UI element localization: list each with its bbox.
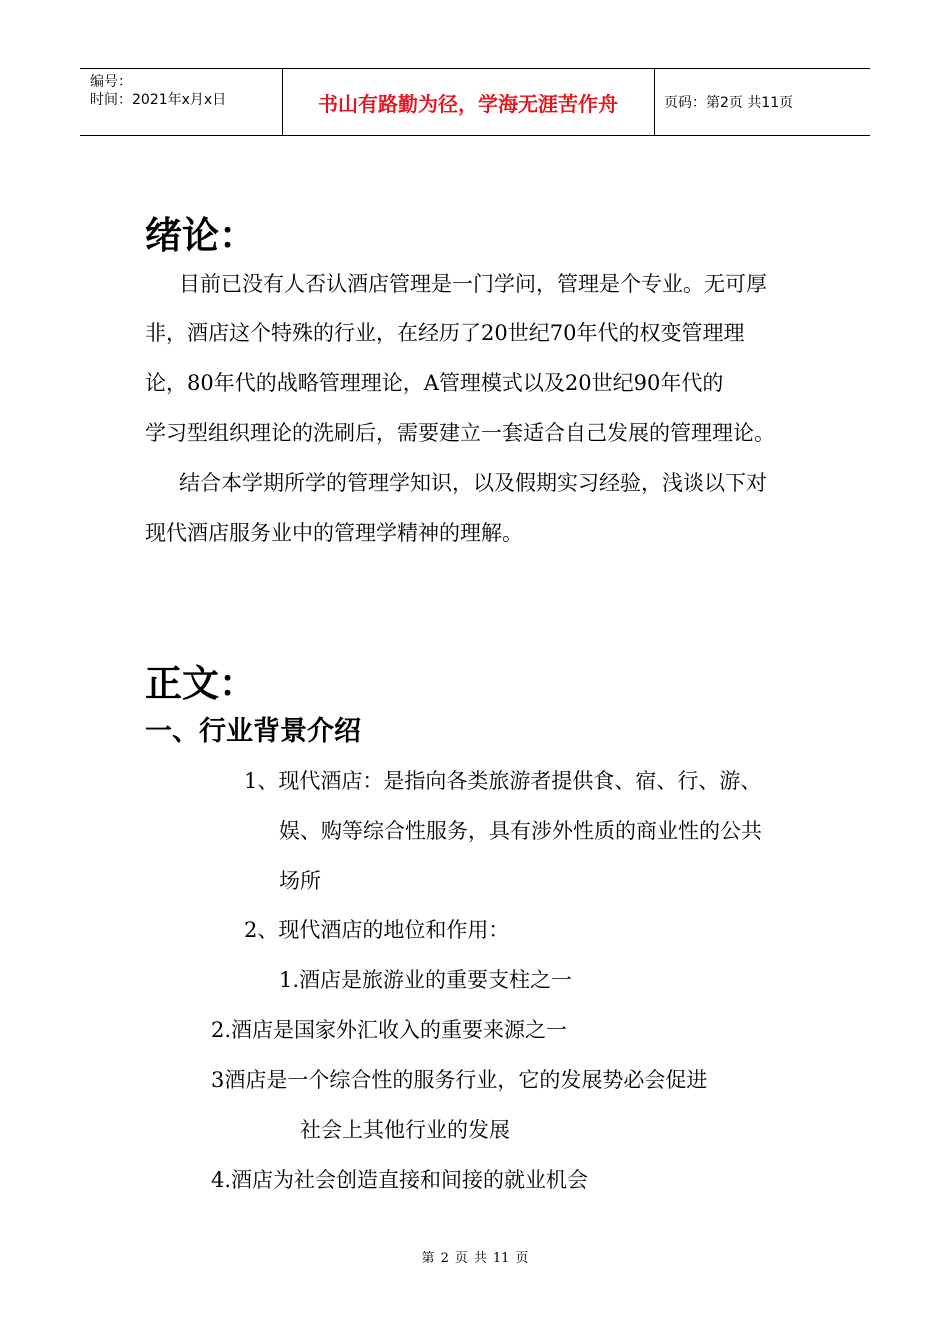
page-footer — [0, 1247, 950, 1266]
item1-line: 1、现代酒店：是指向各类旅游者提供食、宿、行、游、 — [244, 769, 762, 793]
intro-line: 论，80年代的战略管理理论，A管理模式以及20世纪90年代的 — [145, 371, 724, 395]
item1-line: 娱、购等综合性服务，具有涉外性质的商业性的公共 — [279, 819, 762, 843]
intro-title: 绪论： — [145, 214, 256, 257]
intro-line: 现代酒店服务业中的管理学精神的理解。 — [145, 521, 523, 545]
intro-line: 目前已没有人否认酒店管理是一门学问，管理是个专业。无可厚 — [179, 272, 767, 296]
header-meta — [90, 73, 226, 109]
footer-text: 共 — [473, 1251, 487, 1266]
sub-item-2: 2.酒店是国家外汇收入的重要来源之一 — [211, 1018, 568, 1042]
footer-text: 页 — [454, 1251, 468, 1266]
sub-item-1: 1.酒店是旅游业的重要支柱之一 — [279, 968, 573, 992]
sub-item-4: 4.酒店为社会创造直接和间接的就业机会 — [211, 1168, 589, 1192]
body-title: 正文： — [145, 662, 256, 705]
header-divider — [654, 69, 655, 135]
intro-line: 学习型组织理论的洗刷后，需要建立一套适合自己发展的管理理论。 — [145, 421, 775, 445]
header-table — [80, 68, 870, 136]
sub-item-3-cont: 社会上其他行业的发展 — [300, 1118, 510, 1142]
sub-item-3: 3酒店是一个综合性的服务行业，它的发展势必会促进 — [211, 1068, 708, 1092]
footer-text: 页 — [515, 1251, 529, 1266]
footer-total: 11 — [492, 1251, 510, 1266]
item2: 2、现代酒店的地位和作用： — [244, 918, 510, 942]
number-label: 编号： — [90, 74, 132, 90]
footer-text: 第 — [421, 1251, 435, 1266]
page-label: 页码：第2页 共11页 — [664, 95, 794, 111]
motto: 书山有路勤为径，学海无涯苦作舟 — [318, 91, 618, 116]
item1-line: 场所 — [279, 869, 321, 893]
time-label: 时间：2021年x月x日 — [90, 92, 227, 108]
section-title: 一、行业背景介绍 — [145, 716, 361, 747]
intro-line: 非，酒店这个特殊的行业，在经历了20世纪70年代的权变管理理 — [145, 321, 745, 345]
intro-line: 结合本学期所学的管理学知识，以及假期实习经验，浅谈以下对 — [179, 471, 767, 495]
footer-page: 2 — [440, 1251, 449, 1266]
